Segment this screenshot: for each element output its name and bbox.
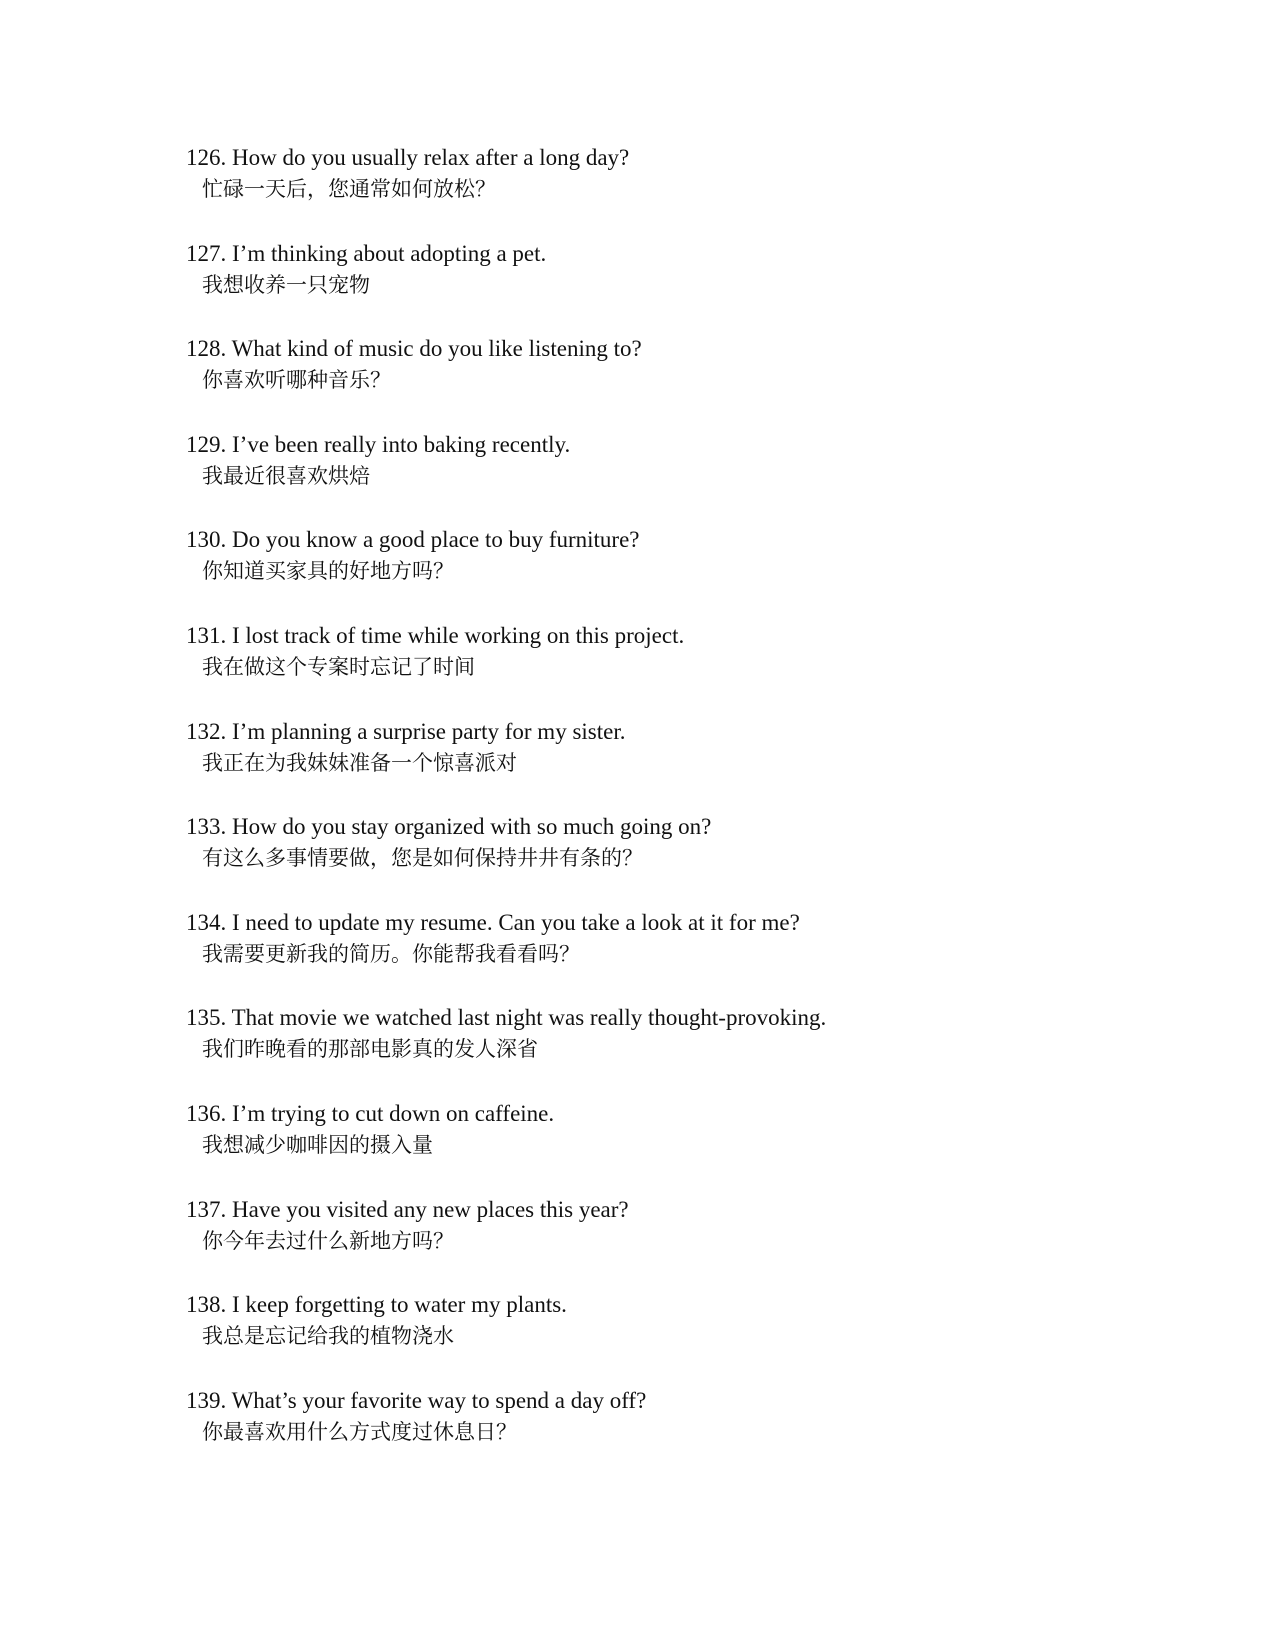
chinese-translation: 我想收养一只宠物 [202,272,370,297]
chinese-translation: 你最喜欢用什么方式度过休息日？ [202,1419,517,1444]
chinese-translation: 我想减少咖啡因的摄入量 [202,1132,433,1157]
english-sentence: 139. What’s your favorite way to spend a day off? [186,1387,647,1413]
chinese-translation: 我们昨晚看的那部电影真的发人深省 [202,1037,538,1062]
phrase-item [186,1385,1186,1481]
chinese-translation: 我最近很喜欢烘焙 [202,463,370,488]
chinese-translation: 我总是忘记给我的植物浇水 [202,1324,454,1349]
chinese-translation: 我在做这个专案时忘记了时间 [202,654,475,679]
phrase-item [186,238,1186,334]
chinese-translation: 我正在为我妹妹准备一个惊喜派对 [202,750,517,775]
chinese-translation: 你喜欢听哪种音乐？ [202,368,391,393]
chinese-translation: 你今年去过什么新地方吗？ [202,1228,454,1253]
phrase-list [186,142,1186,1480]
phrase-item [186,1194,1186,1290]
english-sentence: 127. I’m thinking about adopting a pet. [186,240,547,266]
english-sentence: 137. Have you visited any new places this year? [186,1196,629,1222]
english-sentence: 132. I’m planning a surprise party for my sister. [186,718,626,744]
phrase-item [186,907,1186,1003]
english-sentence: 136. I’m trying to cut down on caffeine. [186,1100,555,1126]
phrase-item [186,1002,1186,1098]
english-sentence: 128. What kind of music do you like listening to? [186,336,642,362]
phrase-item [186,716,1186,812]
english-sentence: 133. How do you stay organized with so much going on? [186,814,712,840]
phrase-item [186,1289,1186,1385]
phrase-item [186,811,1186,907]
english-sentence: 134. I need to update my resume. Can you take a look at it for me? [186,909,800,935]
phrase-item [186,524,1186,620]
english-sentence: 129. I’ve been really into baking recently. [186,431,571,457]
english-sentence: 138. I keep forgetting to water my plants. [186,1292,567,1318]
chinese-translation: 忙碌一天后，您通常如何放松？ [202,177,496,201]
phrase-item [186,333,1186,429]
phrase-item [186,1098,1186,1194]
english-sentence: 131. I lost track of time while working on this project. [186,622,685,648]
english-sentence: 135. That movie we watched last night was really thought-provoking. [186,1005,827,1031]
phrase-item [186,429,1186,525]
english-sentence: 126. How do you usually relax after a long day? [186,145,630,170]
chinese-translation: 有这么多事情要做，您是如何保持井井有条的？ [202,846,643,871]
phrase-item [186,142,1186,238]
phrase-item [186,620,1186,716]
chinese-translation: 你知道买家具的好地方吗？ [202,559,454,584]
chinese-translation: 我需要更新我的简历。你能帮我看看吗？ [202,941,580,966]
english-sentence: 130. Do you know a good place to buy furniture? [186,527,640,553]
